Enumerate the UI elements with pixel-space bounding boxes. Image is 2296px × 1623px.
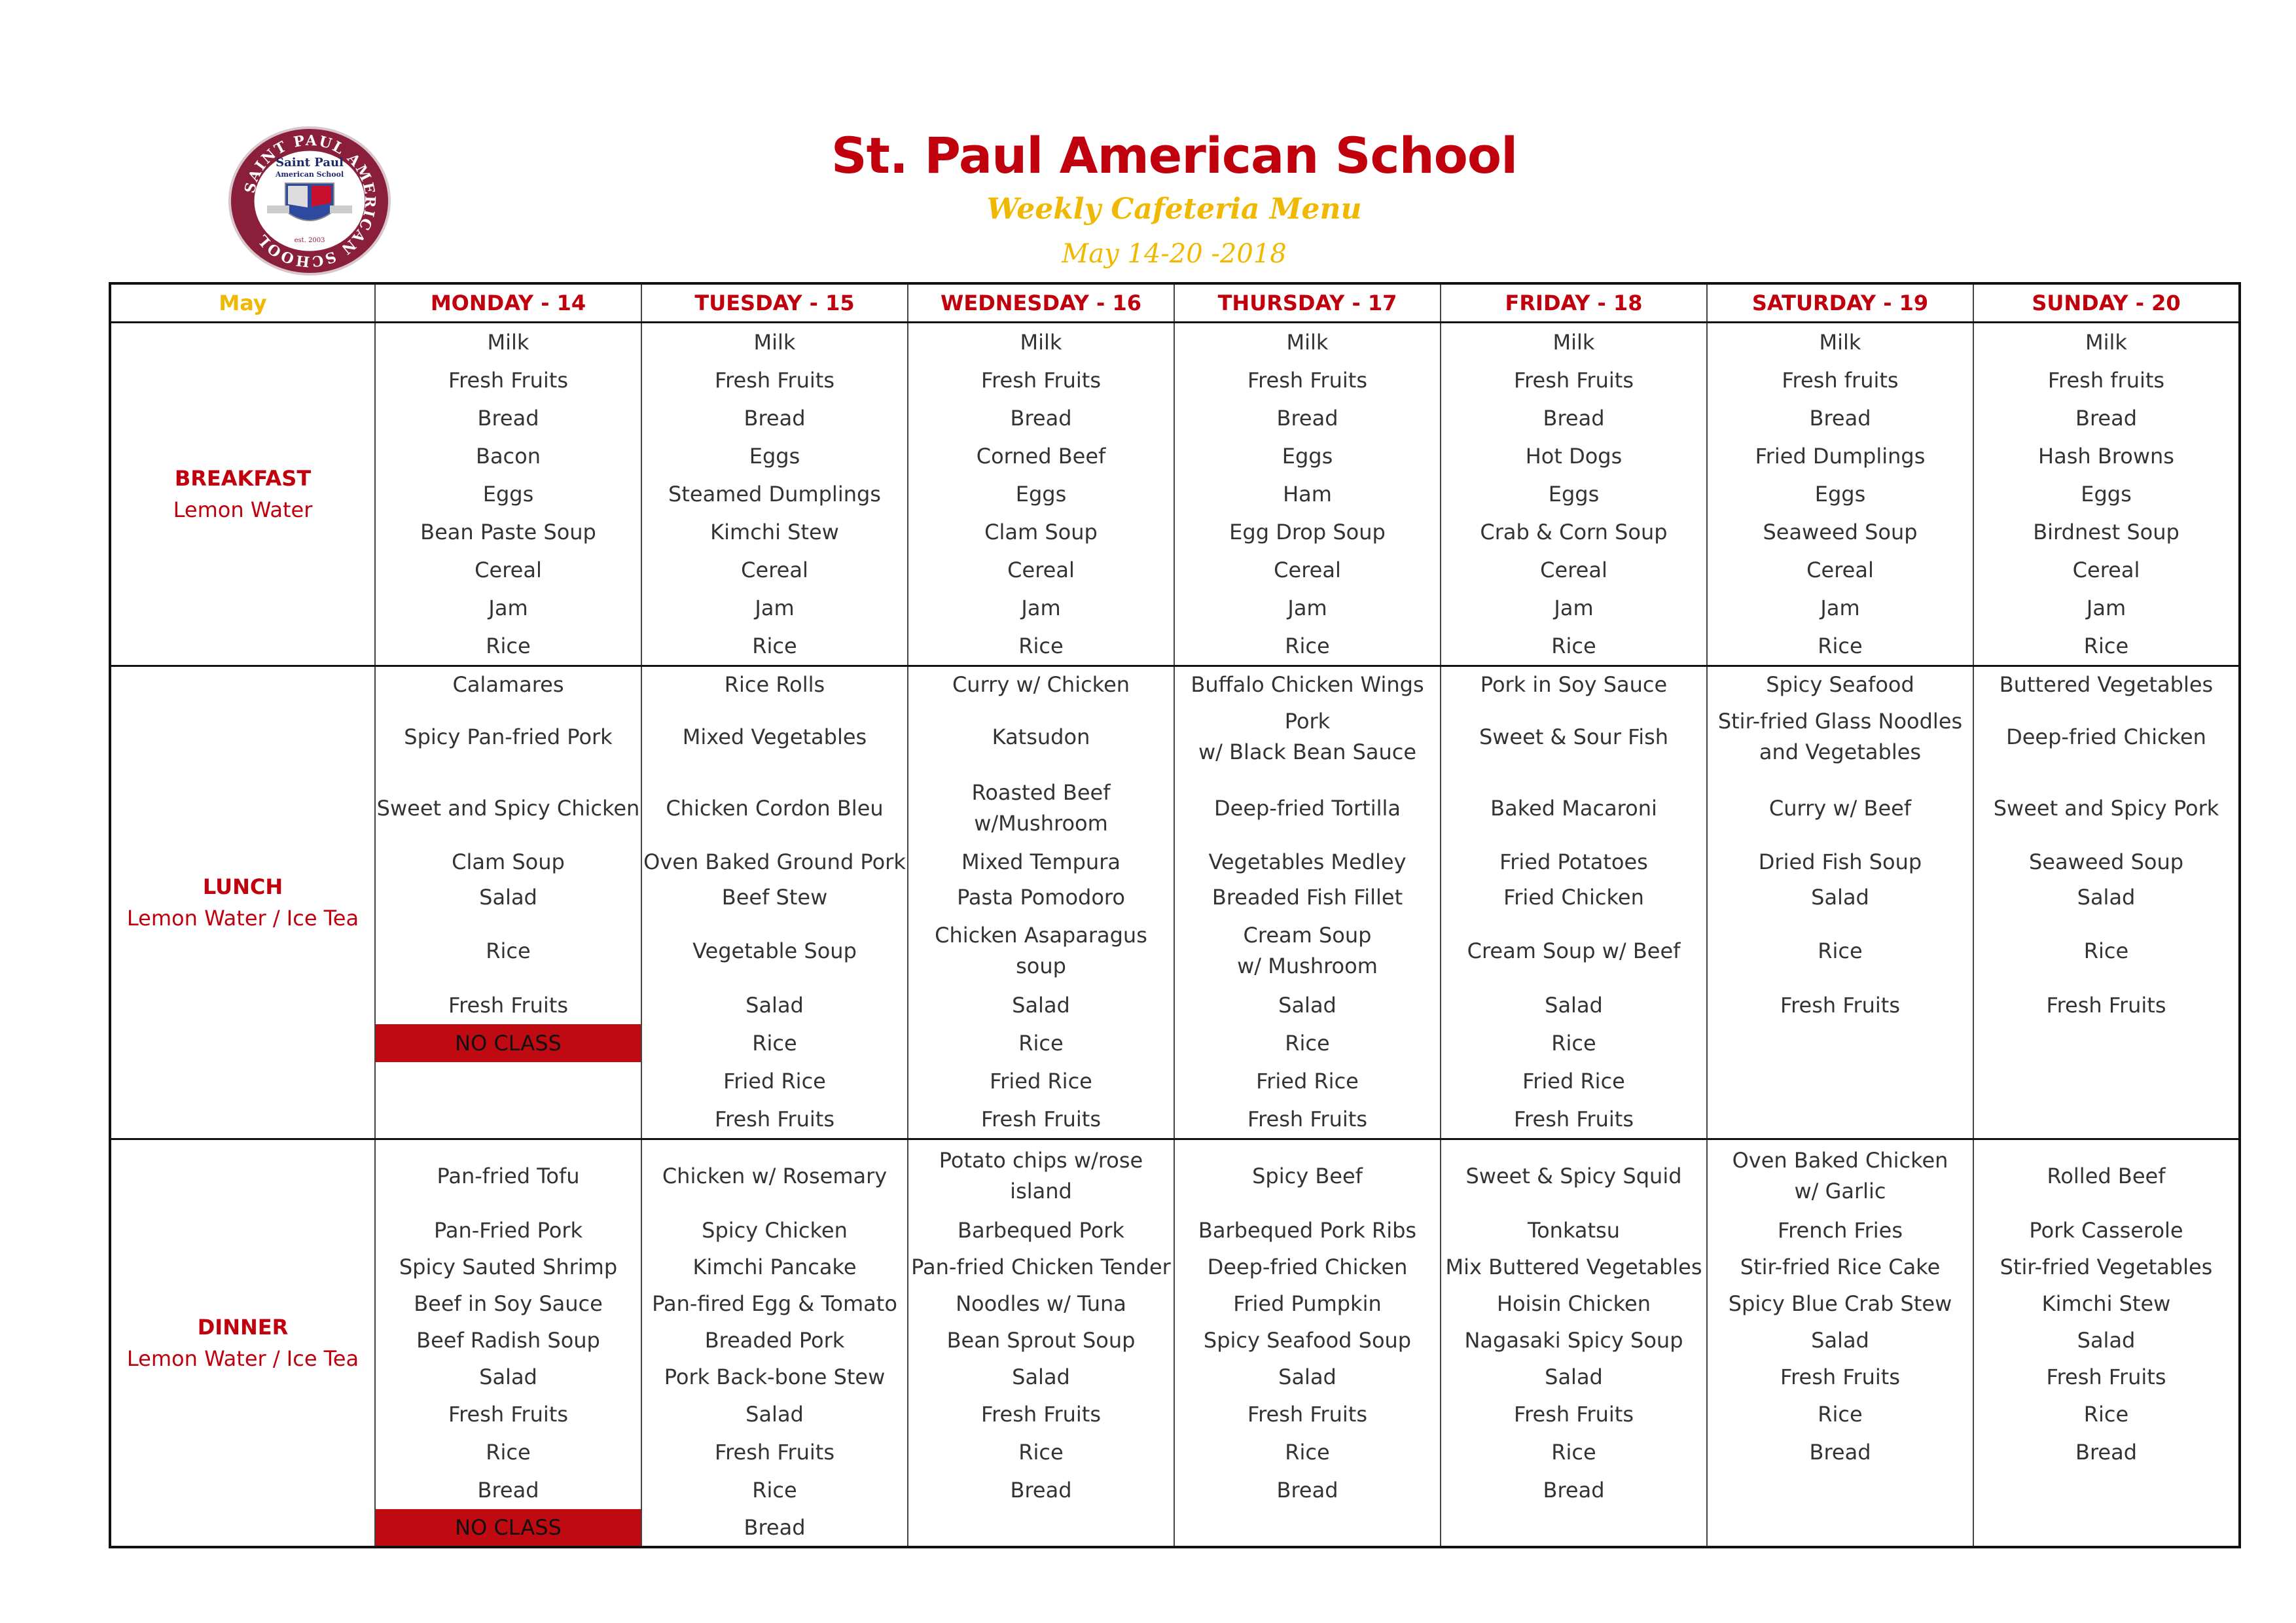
menu-item: Buffalo Chicken Wings [1191,671,1424,697]
menu-item: Kimchi Pancake [692,1254,857,1279]
meal-drink: Lemon Water / Ice Tea [126,906,359,931]
menu-item: Milk [1286,329,1329,355]
menu-item: Fried Dumplings [1755,443,1926,469]
menu-item: Pan-fried Tofu [437,1163,580,1188]
menu-item: Hoisin Chicken [1496,1291,1651,1316]
empty-slot [1974,1509,2238,1546]
menu-item: Rice [752,1477,797,1503]
meal-label-cell [110,1139,375,1548]
day-menu-cell [908,323,1174,666]
menu-item: Fresh Fruits [448,992,568,1018]
menu-item: Bread [1276,1477,1338,1503]
menu-item: Milk [1819,329,1861,355]
menu-item: Seaweed Soup [2028,849,2184,874]
logo-est: est. 2003 [294,237,325,244]
menu-item: Rice [486,1439,531,1465]
menu-item: Cereal [2072,557,2140,582]
day-menu-cell [1973,666,2240,1139]
menu-item: Jam [1287,595,1327,620]
menu-item: Rice [2083,938,2129,963]
menu-item: Fresh Fruits [715,367,834,393]
menu-item: Milk [753,329,796,355]
menu-item: Mixed Tempura [961,849,1121,874]
menu-item: Rice [1818,938,1863,963]
menu-item: Seaweed Soup [1763,519,1918,544]
menu-item: Tonkatsu [1527,1217,1621,1243]
menu-item: Jam [2086,595,2126,620]
menu-item: Mix Buttered Vegetables [1445,1254,1702,1279]
menu-item: Fresh Fruits [981,367,1101,393]
menu-item: Beef Radish Soup [416,1327,600,1353]
menu-item: Salad [479,1364,537,1389]
menu-item: Salad [1545,992,1603,1018]
menu-item: Pork Casserole [2029,1217,2183,1243]
menu-item: Breaded Pork [704,1327,845,1353]
menu-item: Spicy Seafood [1766,671,1914,697]
month-header: May [110,283,375,323]
menu-item: Fresh Fruits [981,1106,1101,1132]
menu-item: Clam Soup [984,519,1098,544]
menu-item: Baked Macaroni [1490,795,1657,821]
header-row [110,283,2240,323]
menu-item: Bread [1543,1477,1605,1503]
menu-item: Katsudon [992,724,1090,749]
empty-slot [1175,1509,1440,1546]
menu-item: Fresh Fruits [448,1401,568,1427]
menu-dates: May 14-20 -2018 [1062,239,1287,269]
menu-item: Rice [1018,633,1064,658]
menu-item: Bread [1276,405,1338,431]
day-menu-cell [908,666,1174,1139]
menu-item: Bread [2075,1439,2137,1465]
menu-item: Milk [2085,329,2127,355]
day-menu-cell [1441,323,1707,666]
menu-item: Noodles w/ Tuna [956,1291,1126,1316]
menu-item: Stir-fried Rice Cake [1740,1254,1941,1279]
menu-item: Eggs [1814,481,1866,507]
menu-item: Salad [745,992,804,1018]
meal-name: LUNCH [202,874,283,899]
menu-item: Fresh Fruits [1780,992,1900,1018]
menu-item: Sweet & Spicy Squid [1465,1163,1682,1188]
menu-item: Kimchi Stew [710,519,839,544]
menu-item: Jam [755,595,795,620]
menu-item: Pan-fired Egg & Tomato [652,1291,897,1316]
menu-item: Fried Potatoes [1499,849,1648,874]
menu-item-text: Oven Baked Chicken w/ Garlic [1732,1148,1948,1204]
menu-item: Beef Stew [721,884,828,910]
menu-item: Fresh Fruits [448,367,568,393]
menu-item: Pan-fried Chicken Tender [911,1254,1171,1279]
meal-label-cell [110,323,375,666]
day-header: WEDNESDAY - 16 [908,283,1174,323]
menu-item: Fresh Fruits [1514,1106,1634,1132]
menu-item: Curry w/ Chicken [952,671,1130,697]
menu-item: Fresh Fruits [2046,992,2166,1018]
menu-item: Rice [2083,1401,2129,1427]
logo-inner-subtitle: American School [275,170,344,179]
menu-item: Spicy Sauted Shrimp [399,1254,618,1279]
menu-item: Bread [2075,405,2137,431]
menu-item: Breaded Fish Fillet [1211,884,1403,910]
menu-item [908,772,1174,845]
menu-item: Barbequed Pork [958,1217,1124,1243]
menu-item: Fried Pumpkin [1233,1291,1382,1316]
menu-item: Dried Fish Soup [1758,849,1922,874]
menu-item: Spicy Seafood Soup [1203,1327,1412,1353]
menu-item: Hot Dogs [1525,443,1623,469]
empty-slot [908,1509,1174,1546]
empty-slot [1974,1471,2238,1509]
menu-item: Fresh Fruits [715,1439,834,1465]
menu-item: Barbequed Pork Ribs [1198,1217,1417,1243]
day-header: SATURDAY - 19 [1707,283,1973,323]
menu-table [109,282,2241,1548]
empty-slot [1974,1062,2238,1100]
menu-item-text: Cream Soup w/ Mushroom [1237,923,1378,978]
menu-item: Rice [486,938,531,963]
menu-item: French Fries [1777,1217,1903,1243]
menu-item: Clam Soup [452,849,565,874]
menu-item: Rice [486,633,531,658]
menu-item: Deep-fried Chicken [1207,1254,1408,1279]
day-menu-cell [1707,1139,1973,1548]
menu-item: Spicy Chicken [702,1217,848,1243]
day-menu-cell [375,323,641,666]
menu-item: Rice [752,1030,797,1056]
menu-item: Cereal [475,557,542,582]
day-menu-cell [1174,323,1441,666]
meal-name: BREAKFAST [174,466,312,491]
menu-item: Bread [744,1514,806,1540]
empty-slot [1974,1100,2238,1138]
day-menu-cell [1441,1139,1707,1548]
menu-item: Rice [1285,1030,1330,1056]
menu-item: Fried Rice [1522,1068,1625,1094]
menu-item: Fried Chicken [1503,884,1644,910]
menu-item: Bread [1010,1477,1072,1503]
menu-item: Fresh Fruits [1247,367,1367,393]
menu-item [1708,702,1973,772]
menu-item-text: Stir-fried Glass Noodles and Vegetables [1717,709,1963,764]
menu-item: Rice Rolls [724,671,825,697]
menu-item: Jam [488,595,528,620]
menu-item: Rice [1285,1439,1330,1465]
meal-row-breakfast [110,323,2240,666]
empty-slot [1708,1471,1973,1509]
menu-item: Cream Soup w/ Beef [1467,938,1681,963]
menu-item: Salad [1012,1364,1070,1389]
menu-item: Spicy Pan-fried Pork [404,724,613,749]
menu-item: Rice [1551,1030,1596,1056]
day-menu-cell [375,666,641,1139]
menu-item: Sweet & Sour Fish [1479,724,1669,749]
menu-item: Cereal [1007,557,1075,582]
menu-item: Jam [1021,595,1061,620]
menu-item: Spicy Blue Crab Stew [1728,1291,1952,1316]
menu-item: Fresh fruits [2047,367,2165,393]
menu-item: Jam [1820,595,1860,620]
day-menu-cell [641,666,908,1139]
meal-row-lunch [110,666,2240,1139]
menu-item: Rice [1818,1401,1863,1427]
menu-item: Salad [1811,1327,1869,1353]
menu-item: Vegetables Medley [1208,849,1407,874]
menu-item: Egg Drop Soup [1229,519,1386,544]
menu-item: Steamed Dumplings [668,481,881,507]
school-name: St. Paul American School [831,126,1518,185]
empty-slot [1708,1062,1973,1100]
menu-item-text: Pork w/ Black Bean Sauce [1198,709,1417,764]
empty-slot [376,1100,641,1138]
menu-item: Chicken Cordon Bleu [666,795,884,821]
menu-item: Stir-fried Vegetables [2000,1254,2213,1279]
empty-slot [1974,1024,2238,1062]
menu-item [1175,916,1440,986]
empty-slot [1708,1509,1973,1546]
day-menu-cell [1707,323,1973,666]
menu-item: Jam [1554,595,1594,620]
menu-item: Beef in Soy Sauce [414,1291,603,1316]
menu-item: Buttered Vegetables [1999,671,2214,697]
menu-item: Bread [1543,405,1605,431]
menu-item: Bread [1809,405,1871,431]
menu-item: Mixed Vegetables [682,724,867,749]
meal-name: DINNER [197,1315,289,1340]
menu-item [1708,1140,1973,1212]
menu-item: Eggs [749,443,800,469]
menu-item: Rolled Beef [2047,1163,2166,1188]
meal-label-cell [110,666,375,1139]
menu-item: Salad [2077,1327,2136,1353]
day-menu-cell [1973,323,2240,666]
menu-item: Bread [744,405,806,431]
day-header: SUNDAY - 20 [1973,283,2240,323]
menu-item: Bean Paste Soup [420,519,596,544]
menu-item: Eggs [2081,481,2132,507]
empty-slot [1708,1100,1973,1138]
empty-slot [1441,1509,1706,1546]
menu-item: Fresh Fruits [2046,1364,2166,1389]
meal-row-dinner [110,1139,2240,1548]
menu-item: Deep-fried Tortilla [1213,795,1401,821]
menu-item: Cereal [1274,557,1341,582]
menu-item: Fresh fruits [1782,367,1899,393]
menu-item [1175,702,1440,772]
menu-item: Salad [745,1401,804,1427]
menu-item: Ham [1283,481,1332,507]
menu-item: Sweet and Spicy Chicken [376,795,640,821]
menu-item: Nagasaki Spicy Soup [1464,1327,1683,1353]
menu-item: Bread [477,405,539,431]
menu-item: Eggs [1548,481,1600,507]
menu-item: Cereal [1540,557,1607,582]
day-header: TUESDAY - 15 [641,283,908,323]
empty-slot [376,1062,641,1100]
menu-item: Fried Rice [990,1068,1092,1094]
menu-item-text: Roasted Beef w/Mushroom [971,780,1111,836]
menu-item: Milk [1552,329,1595,355]
menu-item: Salad [1545,1364,1603,1389]
menu-item: Fresh Fruits [1514,1401,1634,1427]
menu-item: Chicken w/ Rosemary [662,1163,888,1188]
menu-item: Rice [1551,633,1596,658]
menu-item: Hash Browns [2038,443,2174,469]
menu-item: Crab & Corn Soup [1480,519,1668,544]
day-menu-cell [1441,666,1707,1139]
menu-subtitle: Weekly Cafeteria Menu [986,192,1362,226]
day-menu-cell [375,1139,641,1548]
day-header: THURSDAY - 17 [1174,283,1441,323]
menu-item: Cereal [741,557,808,582]
menu-item: Rice [1818,633,1863,658]
meal-drink: Lemon Water [173,497,313,522]
menu-item: Eggs [482,481,534,507]
menu-item: Corned Beef [976,443,1106,469]
menu-item: Bacon [475,443,541,469]
menu-item: Rice [1551,1439,1596,1465]
menu-item: Salad [1278,992,1336,1018]
menu-item: Fresh Fruits [1514,367,1634,393]
menu-item: Spicy Beef [1252,1163,1363,1188]
menu-item: Potato chips w/rose island [939,1148,1143,1204]
menu-item: Pork in Soy Sauce [1480,671,1668,697]
no-class-badge: NO CLASS [376,1024,641,1062]
day-menu-cell [1707,666,1973,1139]
menu-item: Pan-Fried Pork [433,1217,583,1243]
menu-item: Oven Baked Ground Pork [643,849,906,874]
menu-item: Pasta Pomodoro [957,884,1125,910]
day-header: MONDAY - 14 [375,283,641,323]
menu-item: Salad [2077,884,2136,910]
no-class-badge: NO CLASS [376,1509,641,1546]
menu-item: Rice [1018,1030,1064,1056]
menu-item: Vegetable Soup [692,938,857,963]
logo-ring-text: SAINT PAUL AMERICAN SCHOOL [241,132,379,270]
menu-item: Fresh Fruits [1247,1106,1367,1132]
menu-item: Chicken Asaparagus soup [935,923,1147,978]
menu-item: Bread [1010,405,1072,431]
menu-item: Sweet and Spicy Pork [1993,795,2219,821]
menu-item: Bean Sprout Soup [946,1327,1136,1353]
day-menu-cell [1973,1139,2240,1548]
menu-item: Fresh Fruits [1780,1364,1900,1389]
day-menu-cell [641,1139,908,1548]
menu-item: Deep-fried Chicken [2006,724,2206,749]
menu-item: Rice [1285,633,1330,658]
day-menu-cell [1174,666,1441,1139]
menu-item: Eggs [1015,481,1067,507]
menu-item: Pork Back-bone Stew [664,1364,886,1389]
menu-item: Milk [487,329,529,355]
menu-item: Curry w/ Beef [1768,795,1912,821]
menu-item: Calamares [452,671,564,697]
empty-slot [1708,1024,1973,1062]
menu-item: Bread [1809,1439,1871,1465]
menu-item: Rice [1018,1439,1064,1465]
menu-item: Rice [752,633,797,658]
menu-item: Salad [1811,884,1869,910]
logo-inner-title: Saint Paul [276,156,344,169]
menu-item: Salad [479,884,537,910]
menu-item: Bread [477,1477,539,1503]
day-menu-cell [641,323,908,666]
day-header: FRIDAY - 18 [1441,283,1707,323]
menu-item: Birdnest Soup [2033,519,2179,544]
menu-item: Salad [1278,1364,1336,1389]
menu-item: Fried Rice [723,1068,826,1094]
meal-drink: Lemon Water / Ice Tea [126,1346,359,1371]
menu-item: Cereal [1806,557,1874,582]
menu-item: Fresh Fruits [1247,1401,1367,1427]
menu-item: Eggs [1282,443,1333,469]
menu-item: Fresh Fruits [981,1401,1101,1427]
menu-item: Milk [1020,329,1062,355]
menu-item: Fried Rice [1256,1068,1359,1094]
menu-item: Fresh Fruits [715,1106,834,1132]
day-menu-cell [908,1139,1174,1548]
menu-item: Kimchi Stew [2041,1291,2171,1316]
menu-item: Salad [1012,992,1070,1018]
menu-item: Rice [2083,633,2129,658]
day-menu-cell [1174,1139,1441,1548]
